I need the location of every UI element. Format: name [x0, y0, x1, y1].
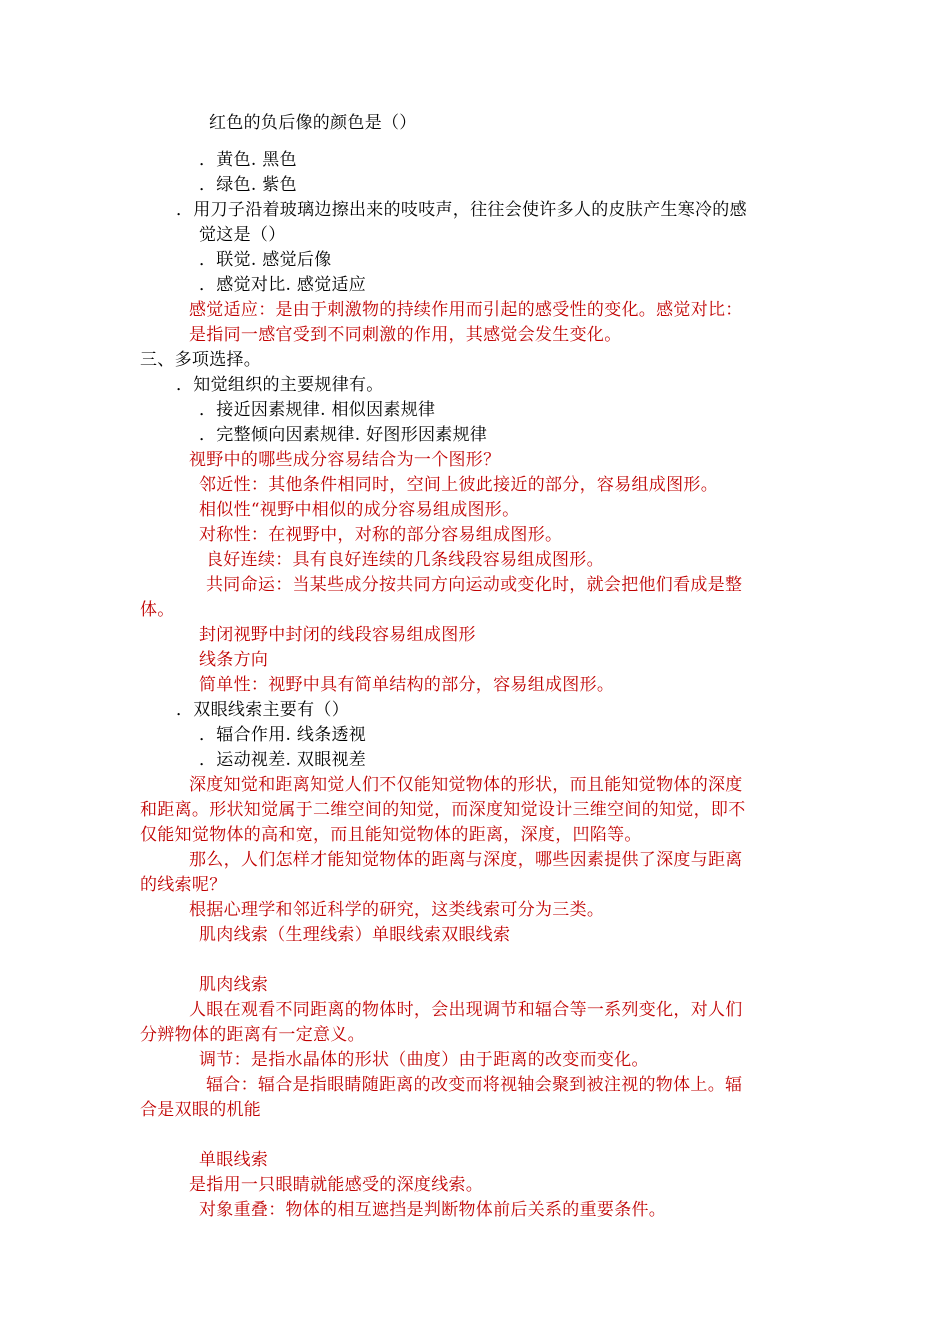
note-line: 合是双眼的机能 [140, 1100, 262, 1120]
note-line: 对称性：在视野中，对称的部分容易组成图形。 [199, 525, 563, 545]
option-line: ．黄色. 黑色 [199, 150, 297, 170]
note-line: 深度知觉和距离知觉人们不仅能知觉物体的形状，而且能知觉物体的深度 [189, 775, 743, 795]
note-line: 分辨物体的距离有一定意义。 [140, 1025, 365, 1045]
note-line: 肌肉线索（生理线索）单眼线索双眼线索 [199, 925, 511, 945]
question-text: ．用刀子沿着玻璃边擦出来的吱吱声，往往会使许多人的皮肤产生寒冷的感 [176, 200, 747, 220]
note-line: 封闭视野中封闭的线段容易组成图形 [199, 625, 476, 645]
note-line: 视野中的哪些成分容易结合为一个图形？ [189, 450, 501, 470]
note-line: 单眼线索 [199, 1150, 269, 1170]
note-line: 和距离。形状知觉属于二维空间的知觉，而深度知觉设计三维空间的知觉，即不 [140, 800, 746, 820]
note-line: 共同命运：当某些成分按共同方向运动或变化时，就会把他们看成是整 [206, 575, 743, 595]
note-line: 那么，人们怎样才能知觉物体的距离与深度，哪些因素提供了深度与距离 [189, 850, 743, 870]
note-line: 是指用一只眼睛就能感受的深度线索。 [189, 1175, 484, 1195]
note-line: 良好连续：具有良好连续的几条线段容易组成图形。 [206, 550, 604, 570]
note-line: 辐合：辐合是指眼睛随距离的改变而将视轴会聚到被注视的物体上。辐 [206, 1075, 743, 1095]
option-line: ．感觉对比. 感觉适应 [199, 275, 367, 295]
note-line: 相似性“视野中相似的成分容易组成图形。 [199, 500, 520, 520]
question-text: 觉这是（） [199, 225, 286, 245]
option-line: ．运动视差. 双眼视差 [199, 750, 367, 770]
option-line: ．接近因素规律. 相似因素规律 [199, 400, 436, 420]
question-text: ．知觉组织的主要规律有。 [176, 375, 384, 395]
note-line: 对象重叠：物体的相互遮挡是判断物体前后关系的重要条件。 [199, 1200, 667, 1220]
option-line: ．辐合作用. 线条透视 [199, 725, 367, 745]
note-line: 体。 [140, 600, 175, 620]
note-line: 人眼在观看不同距离的物体时，会出现调节和辐合等一系列变化，对人们 [189, 1000, 743, 1020]
note-line: 感觉适应：是由于刺激物的持续作用而引起的感受性的变化。感觉对比： [189, 300, 743, 320]
option-line: ．绿色. 紫色 [199, 175, 297, 195]
option-line: ．完整倾向因素规律. 好图形因素规律 [199, 425, 488, 445]
note-line: 的线索呢？ [140, 875, 227, 895]
note-line: 调节：是指水晶体的形状（曲度）由于距离的改变而变化。 [199, 1050, 649, 1070]
note-line: 仅能知觉物体的高和宽，而且能知觉物体的距离，深度，凹陷等。 [140, 825, 642, 845]
note-line: 邻近性：其他条件相同时，空间上彼此接近的部分，容易组成图形。 [199, 475, 718, 495]
question-text: 红色的负后像的颜色是（） [209, 113, 417, 133]
note-line: 是指同一感官受到不同刺激的作用，其感觉会发生变化。 [189, 325, 622, 345]
section-heading: 三、多项选择。 [140, 350, 262, 370]
question-text: ．双眼线索主要有（） [176, 700, 349, 720]
note-line: 线条方向 [199, 650, 269, 670]
note-line: 根据心理学和邻近科学的研究，这类线索可分为三类。 [189, 900, 605, 920]
note-line: 简单性：视野中具有简单结构的部分，容易组成图形。 [199, 675, 615, 695]
note-line: 肌肉线索 [199, 975, 269, 995]
option-line: ．联觉. 感觉后像 [199, 250, 332, 270]
